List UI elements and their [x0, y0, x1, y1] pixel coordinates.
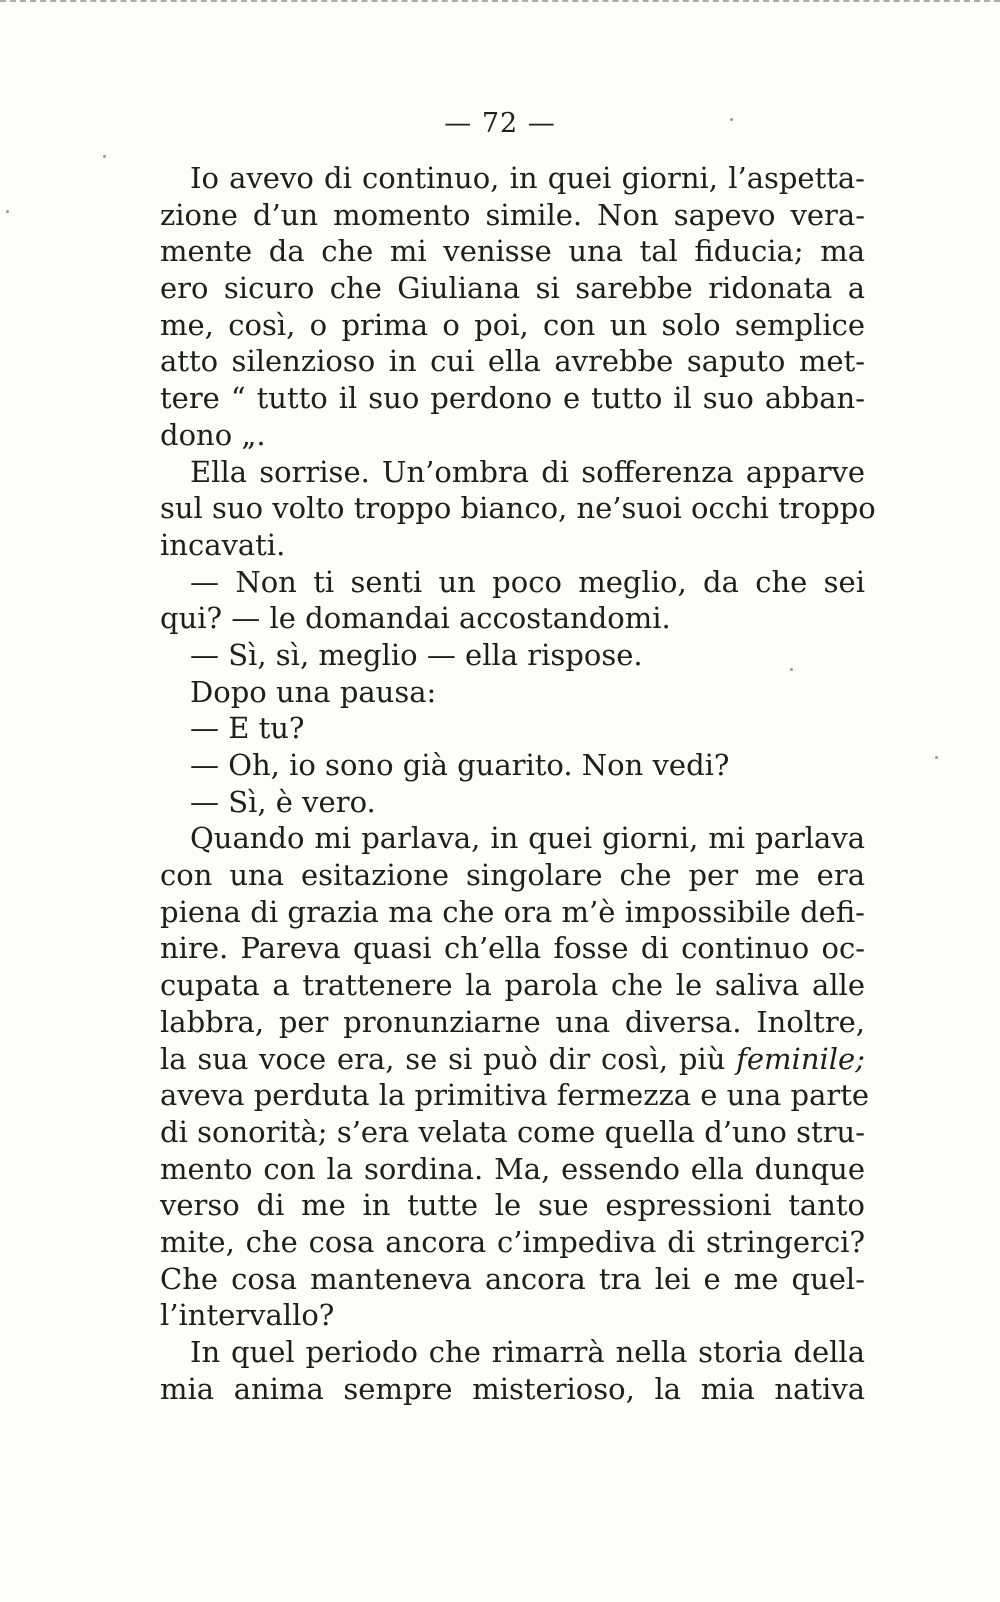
paper-speck [790, 668, 793, 671]
text-line: con una esitazione singolare che per me era [160, 858, 865, 893]
text-line: di sonorità; s’era velata come quella d’uno stru- [160, 1114, 865, 1149]
paper-speck [6, 210, 9, 213]
text-line: me, così, o prima o poi, con un solo semplice [160, 307, 865, 342]
text-line: Che cosa manteneva ancora tra lei e me quel- [160, 1261, 865, 1296]
text-line: — Sì, è vero. [190, 784, 376, 819]
text-line: mia anima sempre misterioso, la mia nativa [160, 1371, 865, 1406]
text-line-part: la sua voce era, se si può dir così, più [160, 1041, 737, 1076]
page-number: — 72 — [444, 108, 556, 139]
text-line: l’intervallo? [160, 1298, 335, 1333]
paper-speck [730, 118, 733, 121]
text-line: — Oh, io sono già guarito. Non vedi? [190, 748, 730, 782]
text-line: verso di me in tutte le sue espressioni tanto [160, 1188, 865, 1223]
text-line: cupata a trattenere la parola che le saliva alle [160, 968, 865, 1003]
text-line: mente da che mi venisse una tal fiducia; ma [160, 234, 865, 269]
text-line: qui? — le domandai accostandomi. [160, 601, 671, 636]
paper-speck [935, 756, 938, 759]
text-line: In quel periodo che rimarrà nella storia della [190, 1335, 865, 1369]
text-line: zione d’un momento simile. Non sapevo vera- [160, 197, 865, 232]
text-line: tere “ tutto il suo perdono e tutto il suo abban- [160, 381, 865, 416]
text-line-with-italic [160, 1041, 865, 1078]
text-line: incavati. [160, 527, 286, 562]
text-line: Quando mi parlava, in quei giorni, mi parlava [190, 821, 865, 856]
text-line: dono „. [160, 417, 266, 452]
text-line: nire. Pareva quasi ch’ella fosse di continuo oc- [160, 931, 865, 966]
text-line: mite, che cosa ancora c’impediva di stringerci? [160, 1224, 865, 1259]
text-line: aveva perduta la primitiva fermezza e una parte [160, 1078, 870, 1113]
text-line: — E tu? [190, 711, 305, 746]
text-line: — Sì, sì, meglio — ella rispose. [190, 637, 643, 672]
text-line: atto silenzioso in cui ella avrebbe saputo met- [160, 344, 865, 379]
text-line: mento con la sordina. Ma, essendo ella dunque [160, 1151, 865, 1186]
text-line: Dopo una pausa: [190, 674, 437, 709]
text-line: piena di grazia ma che ora m’è impossibile defi- [160, 894, 865, 929]
text-line: labbra, per pronunziarne una diversa. Inoltre, [160, 1004, 865, 1039]
text-line: sul suo volto troppo bianco, ne’suoi occhi troppo [160, 491, 876, 526]
body-text [160, 160, 876, 1407]
text-line: — Non ti senti un poco meglio, da che sei [190, 564, 865, 599]
text-line: Io avevo di continuo, in quei giorni, l’aspetta- [190, 161, 865, 195]
text-line: ero sicuro che Giuliana si sarebbe ridonata a [160, 271, 865, 306]
scan-edge-rule [0, 0, 1000, 6]
italic-word: feminile; [736, 1041, 865, 1076]
paper-speck [103, 155, 106, 158]
text-line: Ella sorrise. Un’ombra di sofferenza apparve [190, 454, 865, 489]
